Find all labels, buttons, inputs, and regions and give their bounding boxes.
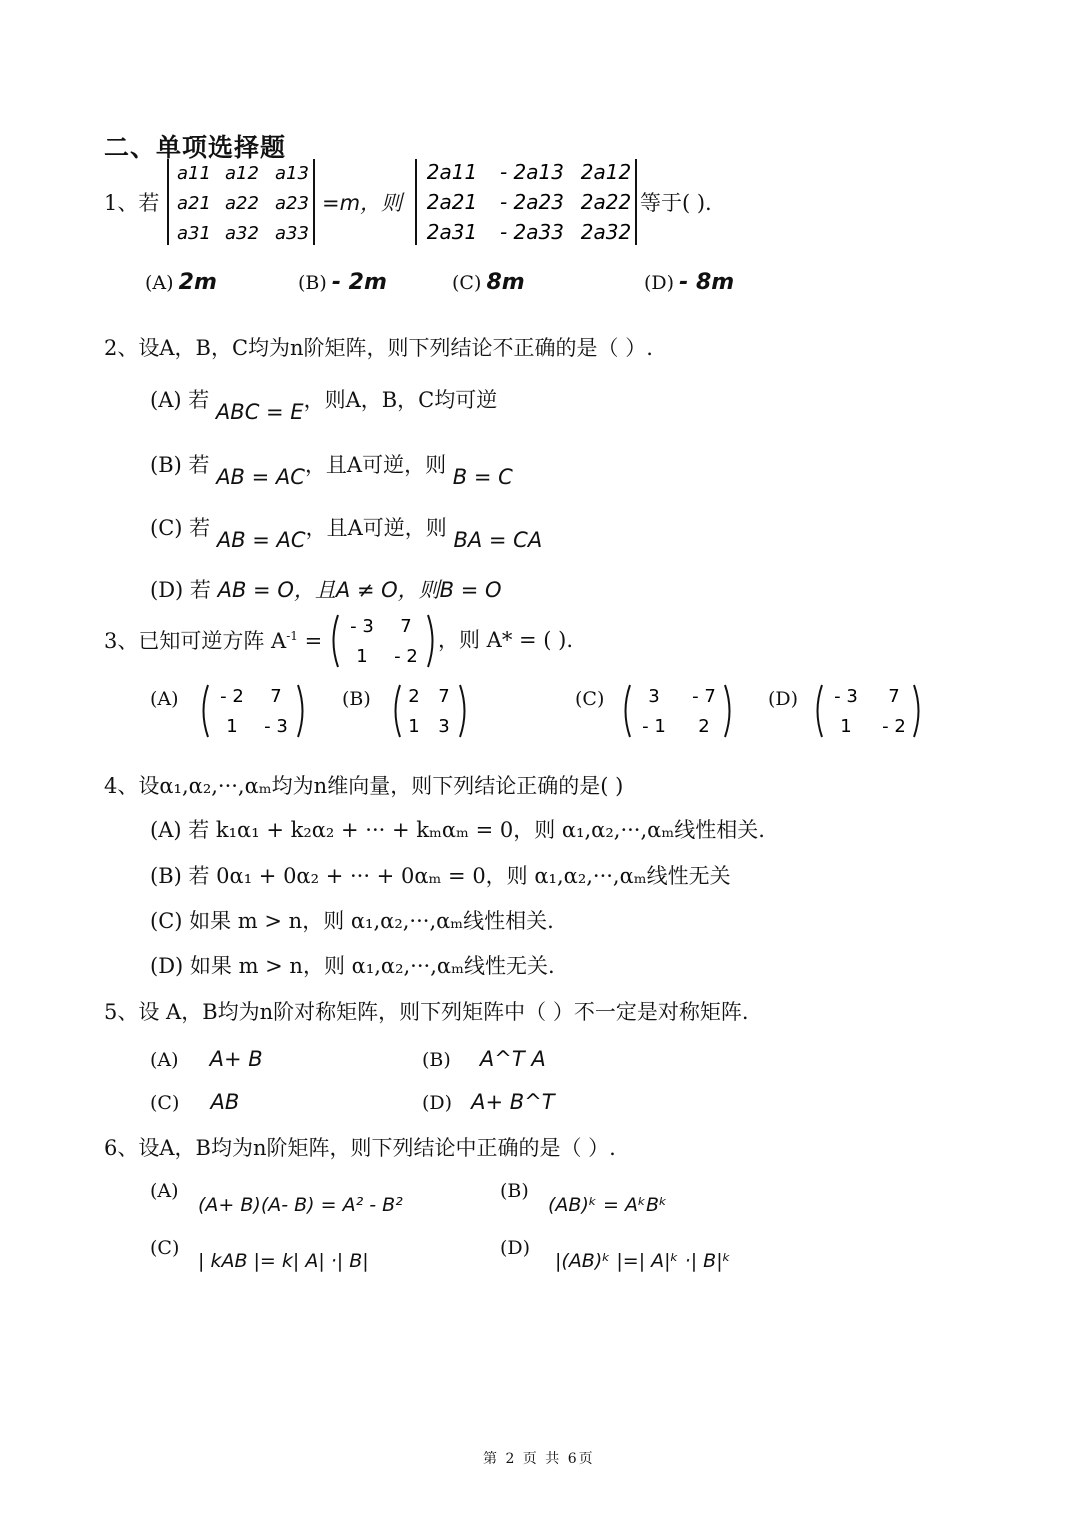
q3-stem-b: ，则 A* = ( ). (438, 628, 574, 652)
q3-option-b-matrix-cell: 2 (408, 686, 420, 707)
q1-option-b (298, 270, 387, 295)
q3-option-c-matrix-cell: - 1 (642, 716, 666, 737)
q1-det-left-cell: a12 (225, 163, 259, 184)
q3-option-b-matrix-cell: 7 (438, 686, 450, 707)
q6-option-b: (B) (500, 1180, 529, 1202)
q6-option-d: (D) (500, 1237, 531, 1259)
q2-option-b: (B) 若 AB = AC，且A可逆，则 B = C (150, 453, 513, 489)
q3-option-d-matrix (812, 682, 924, 740)
q3-option-d-label: (D) (768, 688, 799, 710)
q2-stem: 2、设A，B，C均为n阶矩阵，则下列结论不正确的是（ ）. (104, 336, 653, 360)
q3-option-b-label: (B) (342, 688, 371, 710)
q6-option-d-expr: |(AB)ᵏ |=| A|ᵏ ·| B|ᵏ (555, 1250, 731, 1272)
page-footer: 第 2 页 共 6页 (483, 1451, 595, 1467)
q3-option-c-matrix-cell: 3 (648, 686, 660, 707)
q6-option-c-expr: | kAB |= k| A| ·| B| (198, 1250, 369, 1272)
q1-det-right-cell: - 2a33 (499, 220, 565, 244)
q1-det-right-cell: - 2a23 (499, 190, 565, 214)
q3-matrix-cell: - 3 (350, 616, 374, 637)
q3-option-a-matrix-cell: - 2 (220, 686, 244, 707)
q3-option-c-matrix (620, 682, 735, 740)
q6-option-b-expr: (AB)ᵏ = AᵏBᵏ (548, 1194, 668, 1216)
q1-det-left-cell: a13 (275, 163, 309, 184)
q6-option-a-expr: (A+ B)(A- B) = A² - B² (198, 1194, 403, 1216)
q3-option-a-matrix-cell: 7 (270, 686, 282, 707)
q1-number: 1、若 (104, 191, 160, 215)
q1-tail: 等于( ). (640, 191, 712, 215)
q3-matrix-cell: 1 (356, 646, 368, 667)
q3-option-b-matrix-cell: 3 (438, 716, 450, 737)
q1-option-a-value: 2m (178, 270, 217, 295)
q2-option-a: (A) 若 ABC = E，则A，B，C均可逆 (150, 388, 498, 424)
q1-option-d-label: (D) (644, 272, 675, 294)
q4-option-d: (D) 如果 m > n，则 α₁,α₂,···,αₘ线性无关. (150, 954, 555, 978)
q1-det-right-cell: - 2a13 (499, 160, 565, 184)
q3-option-b-matrix (390, 682, 470, 740)
q1-det-right-cell: 2a22 (580, 190, 632, 214)
q6-option-a: (A) (150, 1180, 179, 1202)
q5-option-a: (A) A+ B (150, 1047, 263, 1071)
q1-option-a (145, 270, 217, 295)
q1-option-c-value: 8m (486, 270, 525, 295)
q1-det-left-cell: a22 (225, 193, 259, 214)
q1-det-left-cell: a23 (275, 193, 309, 214)
q2-option-c: (C) 若 AB = AC，且A可逆，则 BA = CA (150, 516, 543, 552)
q1-det-right-cell: 2a21 (426, 190, 478, 214)
section-title: 二、单项选择题 (104, 133, 287, 162)
q1-det-left-cell: a21 (177, 193, 211, 214)
q3-option-d-matrix-cell: - 2 (882, 716, 906, 737)
q3-option-d-matrix-cell: 7 (888, 686, 900, 707)
q4-option-c: (C) 如果 m > n，则 α₁,α₂,···,αₘ线性相关. (150, 909, 554, 933)
q1-option-d (644, 270, 734, 295)
q3-option-c-matrix-cell: 2 (698, 716, 710, 737)
q5-stem: 5、设 A，B均为n阶对称矩阵，则下列矩阵中（ ）不一定是对称矩阵. (104, 1000, 749, 1024)
q3-option-a-matrix (198, 682, 308, 740)
q1-det-right-cell: 2a32 (580, 220, 632, 244)
q5-option-c: (C) AB (150, 1090, 240, 1114)
q2-option-d: (D) 若 AB = O，且A ≠ O，则B = O (150, 578, 502, 602)
q5-option-d: (D) A+ B^T (422, 1090, 555, 1114)
q1-option-d-value: - 8m (679, 270, 735, 295)
q1-det-right-cell: 2a11 (426, 160, 478, 184)
q3-option-a-matrix-cell: - 3 (264, 716, 288, 737)
q3-option-c-label: (C) (575, 688, 605, 710)
q1-det-left-cell: a11 (177, 163, 211, 184)
q3-stem-a: 3、已知可逆方阵 $A^{-1}$ = (104, 629, 323, 653)
q5-option-b: (B) A^T A (422, 1047, 546, 1071)
q1-option-c (452, 270, 525, 295)
q1-det-left-cell: a32 (225, 223, 259, 244)
q3-option-a-label: (A) (150, 688, 179, 710)
q1-det-right-cell: 2a12 (580, 160, 632, 184)
q3-matrix-cell: 7 (400, 616, 412, 637)
q3-option-b-matrix-cell: 1 (408, 716, 420, 737)
q3-option-d-matrix-cell: 1 (840, 716, 852, 737)
q1-option-b-value: - 2m (331, 270, 387, 295)
q6-option-c: (C) (150, 1237, 180, 1259)
q4-option-b: (B) 若 0α₁ + 0α₂ + ··· + 0αₘ = 0，则 α₁,α₂,···,αₘ线性无关 (150, 864, 731, 888)
q3-option-d-matrix-cell: - 3 (834, 686, 858, 707)
q1-option-b-label: (B) (298, 272, 327, 294)
q3-option-c-matrix-cell: - 7 (692, 686, 716, 707)
q4-stem: 4、设α₁,α₂,···,αₘ均为n维向量，则下列结论正确的是( ) (104, 774, 624, 798)
q3-matrix-cell: - 2 (394, 646, 418, 667)
q1-option-c-label: (C) (452, 272, 482, 294)
q1-det-right-cell: 2a31 (426, 220, 478, 244)
q1-option-a-label: (A) (145, 272, 174, 294)
q6-stem: 6、设A，B均为n阶矩阵，则下列结论中正确的是（ ）. (104, 1136, 616, 1160)
q1-equals-text: =m，则 (322, 191, 403, 215)
q4-option-a: (A) 若 k₁α₁ + k₂α₂ + ··· + kₘαₘ = 0，则 α₁,α₂,···,αₘ线性相关. (150, 818, 765, 842)
q3-matrix (328, 612, 438, 670)
q1-det-left-cell: a31 (177, 223, 211, 244)
q3-option-a-matrix-cell: 1 (226, 716, 238, 737)
q1-det-left-cell: a33 (275, 223, 309, 244)
